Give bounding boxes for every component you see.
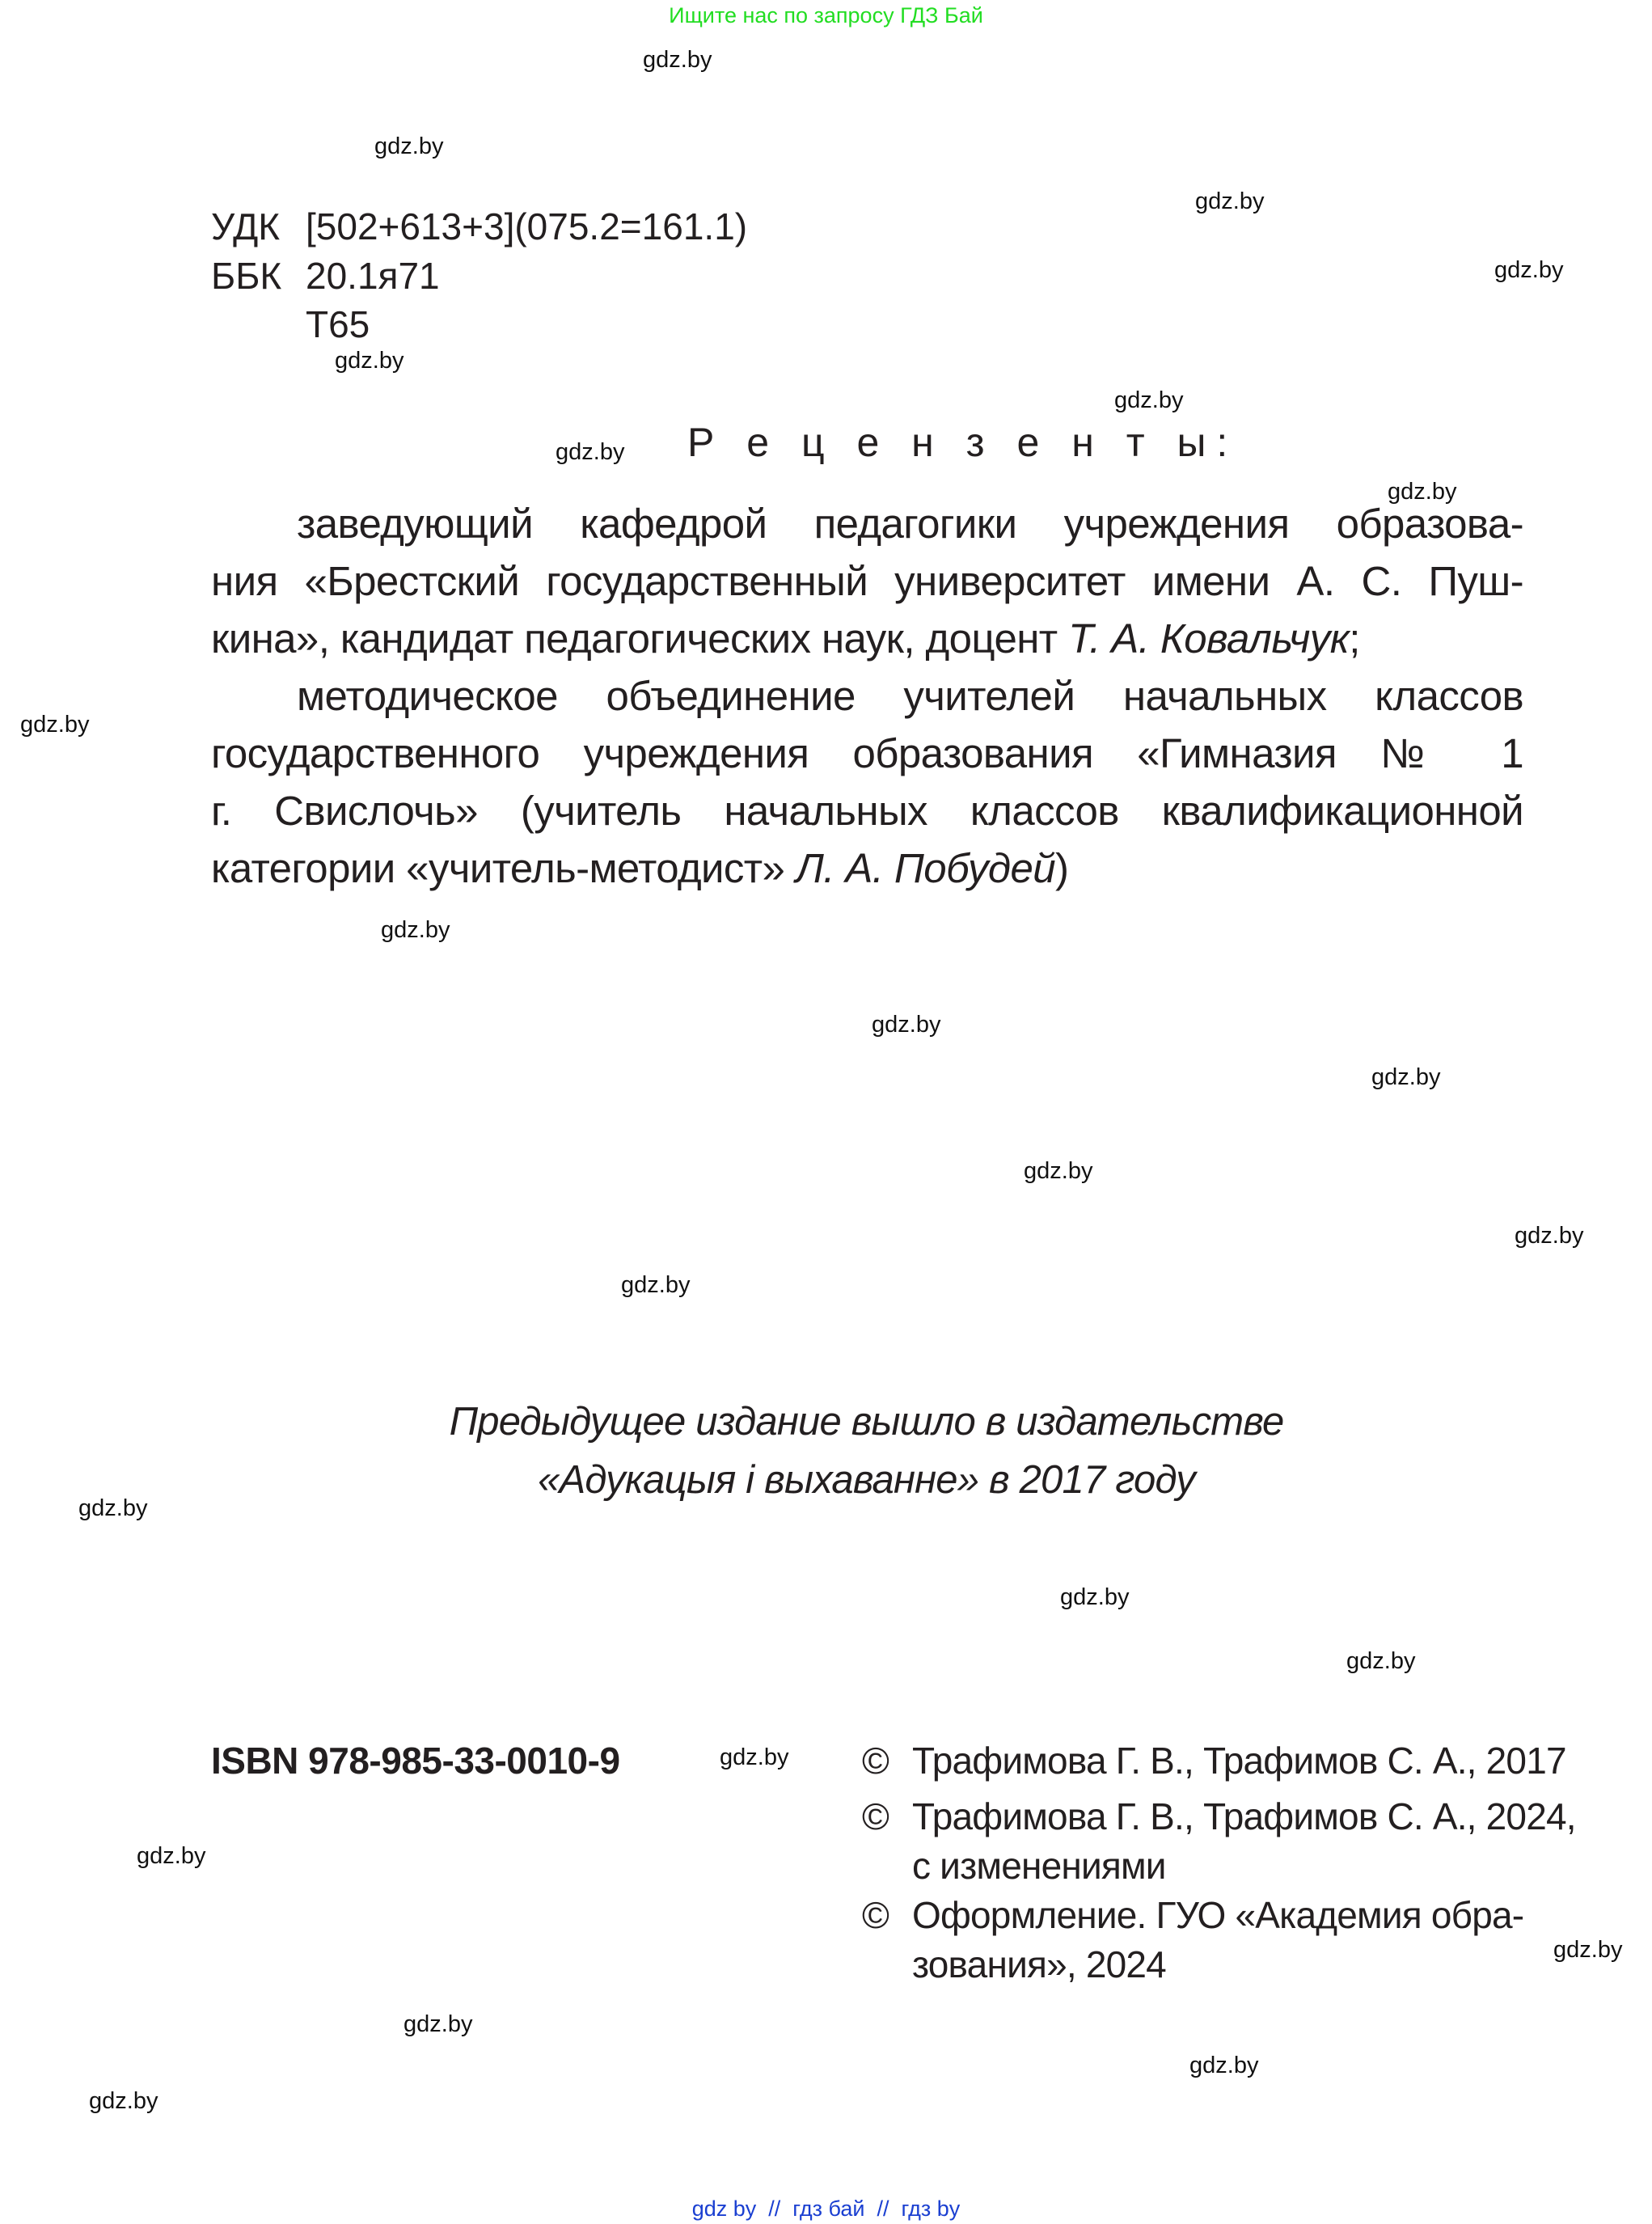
watermark: gdz.by [1371,1064,1441,1090]
previous-edition-line-2: «Адукацыя і выхаванне» в 2017 году [538,1458,1195,1502]
watermark: gdz.by [137,1843,206,1869]
copyright-text: Оформление. ГУО «Академия обра- [912,1894,1524,1936]
copyright-icon: © [862,1894,889,1936]
watermark: gdz.by [556,439,625,465]
reviewer-2-name: Л. А. Побудей [795,845,1056,891]
bbk-value: 20.1я71 [306,255,440,297]
watermark: gdz.by [1346,1648,1416,1674]
watermark: gdz.by [20,712,90,738]
reviewer-2-line: государственного учреждения образования «Гимназия № 1 [211,730,1523,776]
watermark: gdz.by [1515,1223,1584,1249]
reviewer-1-line [211,610,1523,667]
watermark: gdz.by [1189,2053,1259,2078]
watermark: gdz.by [1114,387,1184,413]
watermark: gdz.by [403,2011,473,2037]
reviewer-1-name: Т. А. Ковальчук [1068,615,1350,662]
reviewer-1-line: ния «Брестский государственный университет имени А. С. Пуш- [211,558,1523,604]
bbk-label: ББК [211,255,282,297]
reviewer-1-text: кина», кандидат педагогических наук, доцент [211,615,1069,662]
previous-edition-line-1: Предыдущее издание вышло в издательстве [449,1400,1284,1444]
isbn: ISBN 978-985-33-0010-9 [211,1740,620,1782]
watermark: gdz.by [89,2088,158,2114]
watermark: gdz.by [381,917,450,943]
watermark: gdz.by [1494,257,1564,283]
watermark: gdz.by [335,348,404,374]
watermark: gdz.by [621,1272,691,1298]
reviewers-title: Р е ц е н з е н т ы: [687,420,1239,465]
reviewer-1-end: ; [1349,615,1360,662]
copyright-text: с изменениями [912,1845,1166,1887]
search-banner: Ищите нас по запросу ГДЗ Бай [669,3,983,27]
previous-edition-note [40,1393,1652,1509]
copyright-icon: © [862,1795,889,1837]
reviewer-paragraph-1 [211,495,1523,667]
author-mark: Т65 [306,303,370,345]
reviewer-paragraph-2 [211,667,1523,897]
watermark: gdz.by [1060,1584,1130,1610]
reviewer-2-text: категории «учитель-методист» [211,845,796,891]
author-mark-row [0,300,1652,349]
watermark: gdz.by [643,47,712,73]
udk-value: [502+613+3](075.2=161.1) [306,205,748,247]
watermark: gdz.by [374,133,444,159]
watermark: gdz.by [78,1495,148,1521]
copyright-text: Трафимова Г. В., Трафимов С. А., 2017 [912,1740,1566,1782]
reviewer-1-line: заведующий кафедрой педагогики учреждения образова- [297,501,1523,547]
watermark: gdz.by [1195,188,1265,214]
udk-label: УДК [211,205,281,247]
copyright-text: зования», 2024 [912,1943,1166,1985]
watermark: gdz.by [1024,1158,1093,1184]
watermark: gdz.by [720,1744,789,1770]
watermark: gdz.by [872,1012,941,1038]
reviewer-2-line: г. Свислочь» (учитель начальных классов квалификационной [211,788,1523,834]
footer-links[interactable]: gdz by // гдз бай // гдз by [691,2197,961,2221]
watermark: gdz.by [1553,1937,1623,1963]
reviewer-2-line: методическое объединение учителей начальных классов [297,673,1523,719]
reviewer-2-line [211,839,1523,897]
reviewer-2-end: ) [1055,845,1069,891]
bbk-row [0,252,1652,300]
copyright-icon: © [862,1740,889,1782]
udk-row [0,202,1652,251]
copyright-text: Трафимова Г. В., Трафимов С. А., 2024, [912,1795,1576,1837]
watermark: gdz.by [1388,479,1457,505]
